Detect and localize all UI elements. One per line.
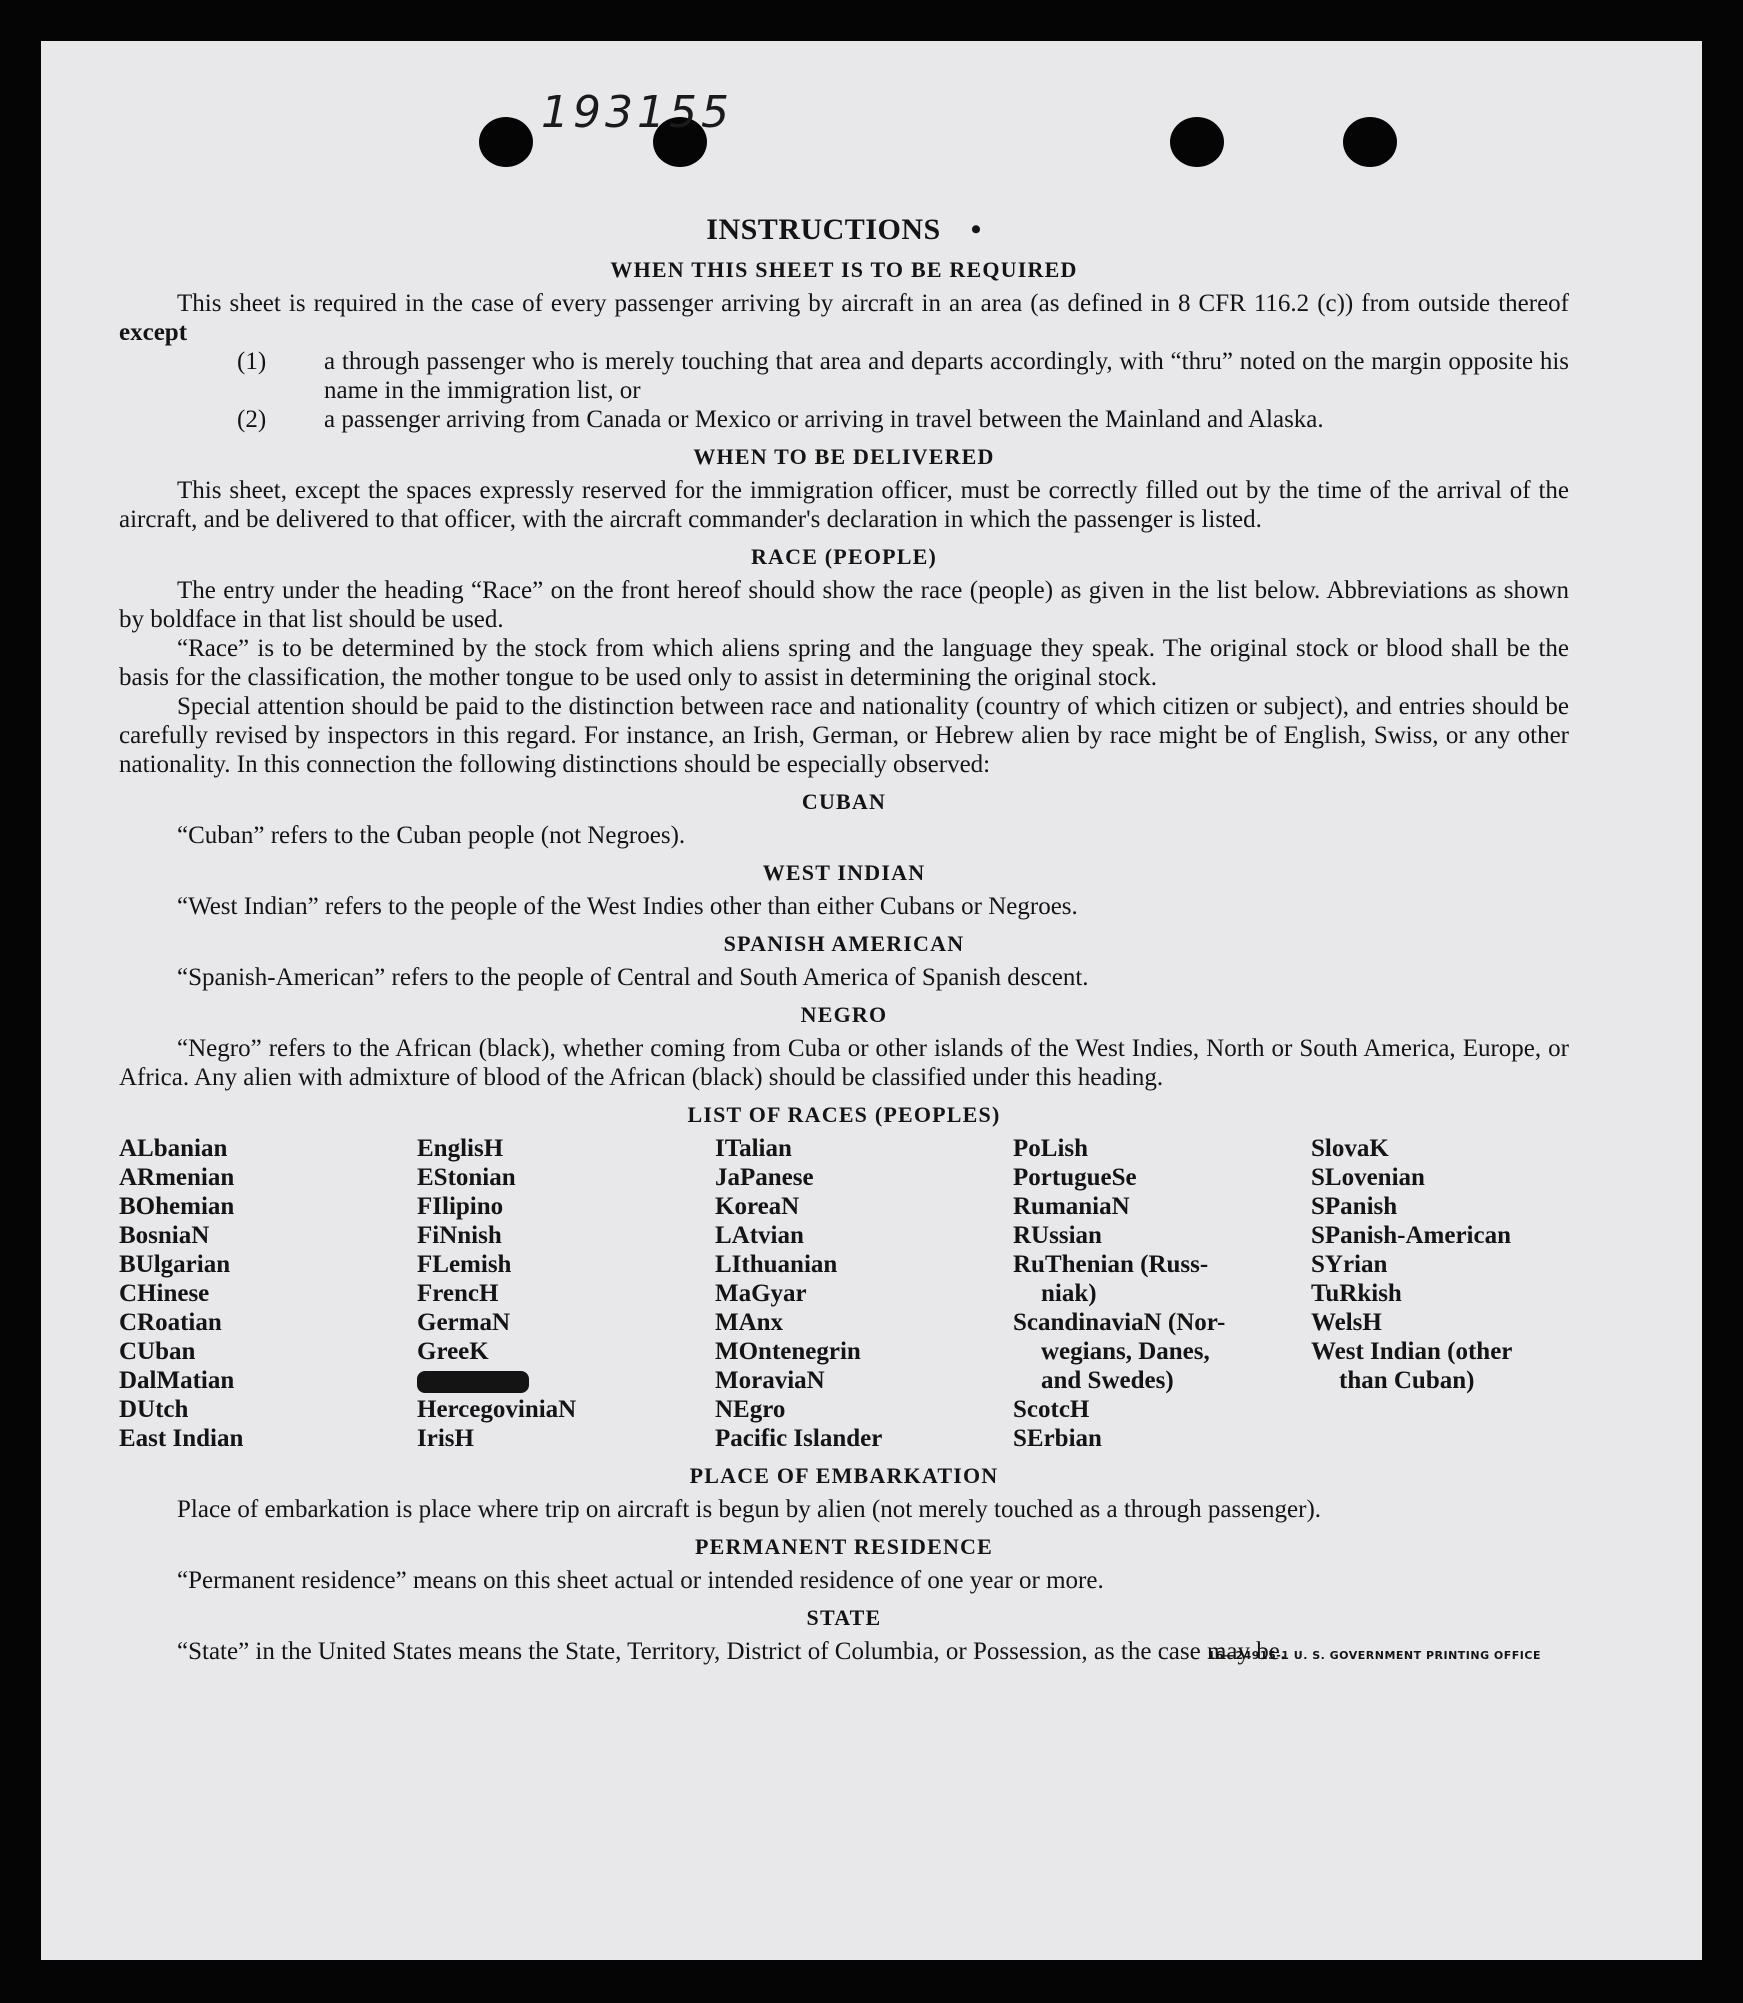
race-entry: FrencH [417,1280,499,1307]
handwritten-number: 193155 [541,87,733,138]
section-heading: STATE [806,1605,882,1630]
race-entry: FiNnish [417,1222,502,1249]
race-entry: RuThenian (Russ- [1013,1251,1209,1278]
race-entry: MaGyar [715,1280,807,1307]
race-entry: TuRkish [1311,1280,1402,1307]
section-heading: NEGRO [800,1002,888,1027]
paragraph: This sheet, except the spaces expressly reserved for the immigration officer, must be correctly filled out by the time of the arrival of the aircraft, and be delivered to that officer, with the aircraft commander's declaration in which the passenger is listed. [119,477,1569,533]
race-entry: East Indian [119,1425,244,1452]
race-entry: FIlipino [417,1193,504,1220]
race-entry: GermaN [417,1309,511,1336]
section-heading: PERMANENT RESIDENCE [694,1534,994,1559]
paragraph: The entry under the heading “Race” on the front hereof should show the race (people) as given in the list below. Abbreviations as shown by boldface in that list should be used. [119,577,1569,633]
races-column [1311,1134,1569,1453]
section-heading: RACE (PEOPLE) [750,544,938,569]
race-entry: EStonian [417,1164,516,1191]
race-entry: CHinese [119,1280,210,1307]
race-entry: ScandinaviaN (Nor- [1013,1309,1226,1336]
race-entry: KoreaN [715,1193,800,1220]
race-entry: SYrian [1311,1251,1388,1278]
paragraph: “Permanent residence” means on this sheet actual or intended residence of one year or more. [177,1567,1104,1594]
race-entry: FLemish [417,1251,512,1278]
race-entry: PoLish [1013,1135,1089,1162]
race-entry: MoraviaN [715,1367,825,1394]
race-entry: wegians, Danes, [1041,1338,1210,1365]
paragraph: Special attention should be paid to the distinction between race and nationality (country of which citizen or subject), and entries should be carefully revised by inspectors in this regard. For instance, an Irish, German, or Hebrew alien by race might be of English, Swiss, or any other nationality. In this connection the following distinctions should be especially observed: [119,693,1569,778]
section-heading: SPANISH AMERICAN [723,931,965,956]
race-entry: SErbian [1013,1425,1102,1452]
instructions-content [119,213,1569,1666]
race-entry: niak) [1041,1280,1097,1307]
race-entry: than Cuban) [1339,1367,1475,1394]
list-item: (1) a through passenger who is merely touching that area and departs accordingly, with “thru” noted on the margin opposite his name in the immigration list, or [237,348,1569,404]
document-page [41,41,1702,1960]
race-entry: EnglisH [417,1135,504,1162]
race-entry: BosniaN [119,1222,210,1249]
race-entry: GreeK [417,1338,489,1365]
final-paragraph [119,1637,1569,1666]
section-heading: WHEN THIS SHEET IS TO BE REQUIRED [610,257,1078,282]
race-entry: RumaniaN [1013,1193,1130,1220]
race-entry: WelsH [1311,1309,1382,1336]
race-entry: CUban [119,1338,196,1365]
punch-hole [1343,117,1397,167]
race-entry: DalMatian [119,1367,235,1394]
section-heading: WHEN TO BE DELIVERED [693,444,995,469]
race-entry: SPanish [1311,1193,1398,1220]
race-entry: BOhemian [119,1193,235,1220]
races-column [715,1134,1013,1453]
race-entry: LIthuanian [715,1251,838,1278]
race-entry: SPanish-American [1311,1222,1511,1249]
printer-imprint: 16—24915-1 U. S. GOVERNMENT PRINTING OFFICE [1207,1649,1541,1662]
race-entry: MOntenegrin [715,1338,861,1365]
races-column [417,1134,715,1453]
paragraph: This sheet is required in the case of every passenger arriving by aircraft in an area (as defined in 8 CFR 116.2 (c)) from outside thereof except [119,290,1569,346]
race-entry: DUtch [119,1396,189,1423]
paragraph: Place of embarkation is place where trip on aircraft is begun by alien (not merely touched as a through passenger). [177,1496,1322,1523]
paragraph: “Cuban” refers to the Cuban people (not Negroes). [177,822,686,849]
race-entry: RUssian [1013,1222,1102,1249]
paragraph: “West Indian” refers to the people of the West Indies other than either Cubans or Negroes. [177,893,1078,920]
race-entry: CRoatian [119,1309,222,1336]
race-entry: ALbanian [119,1135,228,1162]
race-entry: JaPanese [715,1164,814,1191]
paragraph: “Race” is to be determined by the stock from which aliens spring and the language they speak. The original stock or blood shall be the basis for the classification, the mother tongue to be used only to assist in determining the original stock. [119,635,1569,691]
race-entry: PortugueSe [1013,1164,1137,1191]
paragraph: “Spanish-American” refers to the people of Central and South America of Spanish descent. [177,964,1089,991]
race-entry: IrisH [417,1425,474,1452]
paragraph: “Negro” refers to the African (black), whether coming from Cuba or other islands of the West Indies, North or South America, Europe, or Africa. Any alien with admixture of blood of the African (black) should be classified under this heading. [119,1035,1569,1091]
race-entry: NEgro [715,1396,786,1423]
section-heading: CUBAN [801,789,887,814]
race-entry: LAtvian [715,1222,804,1249]
race-entry: and Swedes) [1041,1367,1174,1394]
race-entry: ARmenian [119,1164,235,1191]
race-entry: SLovenian [1311,1164,1425,1191]
race-entry: ITalian [715,1135,792,1162]
section-heading: LIST OF RACES (PEOPLES) [687,1102,1001,1127]
race-entry: Pacific Islander [715,1425,883,1452]
paragraph: “State” in the United States means the State, Territory, District of Columbia, or Possession, as the case may be. [177,1638,1287,1665]
list-item: (2) a passenger arriving from Canada or Mexico or arriving in travel between the Mainland and Alaska. [237,406,1324,433]
section-heading: WEST INDIAN [762,860,926,885]
race-entry: West Indian (other [1311,1338,1513,1365]
punch-hole [479,117,533,167]
races-column [119,1134,417,1453]
races-list [119,1134,1569,1453]
race-entry: BUlgarian [119,1251,231,1278]
section-heading: PLACE OF EMBARKATION [689,1463,999,1488]
race-entry: ScotcH [1013,1396,1090,1423]
race-entry: SlovaK [1311,1135,1389,1162]
race-entry: MAnx [715,1309,784,1336]
punch-hole [1170,117,1224,167]
races-column [1013,1134,1311,1453]
page-title: INSTRUCTIONS • [706,213,982,246]
redacted-entry [417,1366,715,1395]
race-entry: HercegoviniaN [417,1396,577,1423]
